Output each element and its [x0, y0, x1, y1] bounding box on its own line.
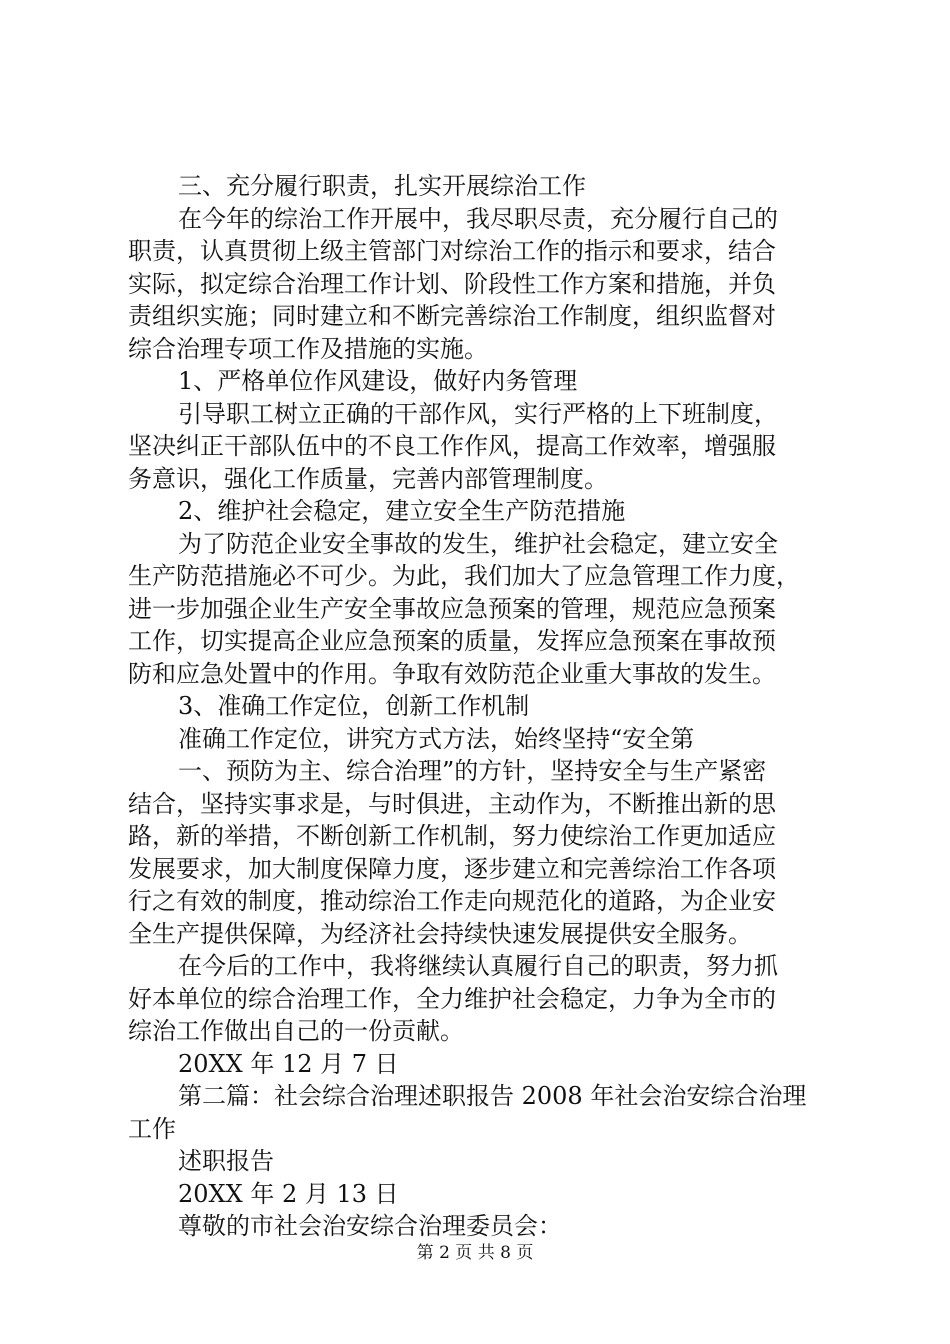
- text-line: 工作: [128, 1114, 176, 1143]
- text-line: 第二篇：社会综合治理述职报告 2008 年社会治安综合治理: [178, 1082, 807, 1110]
- text-line: 述职报告: [178, 1147, 274, 1175]
- document-body: [128, 170, 828, 1243]
- text-line: 工作，切实提高企业应急预案的质量，发挥应急预案在事故预: [128, 627, 776, 655]
- text-line: 路，新的举措，不断创新工作机制，努力使综治工作更加适应: [128, 822, 776, 850]
- text-line: 防和应急处置中的作用。争取有效防范企业重大事故的发生。: [128, 659, 776, 688]
- text-line: 坚决纠正干部队伍中的不良工作作风，提高工作效率，增强服: [128, 432, 776, 460]
- text-line: 在今后的工作中，我将继续认真履行自己的职责，努力抓: [178, 952, 778, 980]
- text-line: 责组织实施；同时建立和不断完善综治工作制度，组织监督对: [128, 302, 776, 330]
- text-line: 2、维护社会稳定，建立安全生产防范措施: [178, 497, 626, 525]
- text-line: 引导职工树立正确的干部作风，实行严格的上下班制度，: [178, 399, 778, 428]
- text-line: 准确工作定位，讲究方式方法，始终坚持“安全第: [178, 724, 695, 753]
- text-line: 好本单位的综合治理工作，全力维护社会稳定，力争为全市的: [128, 984, 776, 1013]
- text-line: 为了防范企业安全事故的发生，维护社会稳定，建立安全: [178, 529, 778, 558]
- text-line: 3、准确工作定位，创新工作机制: [178, 692, 530, 720]
- text-line: 20XX 年 2 月 13 日: [178, 1179, 399, 1208]
- text-line: 生产防范措施必不可少。为此，我们加大了应急管理工作力度，: [128, 562, 800, 590]
- text-line: 务意识，强化工作质量，完善内部管理制度。: [128, 464, 608, 493]
- text-line: 发展要求，加大制度保障力度，逐步建立和完善综治工作各项: [128, 854, 776, 883]
- text-line: 实际，拟定综合治理工作计划、阶段性工作方案和措施，并负: [128, 269, 776, 298]
- text-line: 结合，坚持实事求是，与时俱进，主动作为，不断推出新的思: [128, 789, 776, 818]
- page-footer: 第 2 页 共 8 页: [416, 1243, 534, 1263]
- text-line: 三、充分履行职责，扎实开展综治工作: [178, 172, 586, 200]
- text-line: 在今年的综治工作开展中，我尽职尽责，充分履行自己的: [178, 204, 778, 233]
- text-line: 综治工作做出自己的一份贡献。: [128, 1017, 464, 1045]
- text-line: 行之有效的制度，推动综治工作走向规范化的道路，为企业安: [128, 887, 776, 915]
- text-line: 职责，认真贯彻上级主管部门对综治工作的指示和要求，结合: [128, 237, 776, 265]
- text-line: 进一步加强企业生产安全事故应急预案的管理，规范应急预案: [128, 594, 776, 623]
- text-line: 全生产提供保障，为经济社会持续快速发展提供安全服务。: [128, 919, 752, 948]
- text-line: 综合治理专项工作及措施的实施。: [128, 334, 488, 363]
- text-line: 尊敬的市社会治安综合治理委员会：: [178, 1212, 562, 1240]
- text-line: 1、严格单位作风建设，做好内务管理: [178, 367, 578, 395]
- text-line: 20XX 年 12 月 7 日: [178, 1049, 399, 1078]
- text-line: 一、预防为主、综合治理”的方针，坚持安全与生产紧密: [178, 757, 767, 785]
